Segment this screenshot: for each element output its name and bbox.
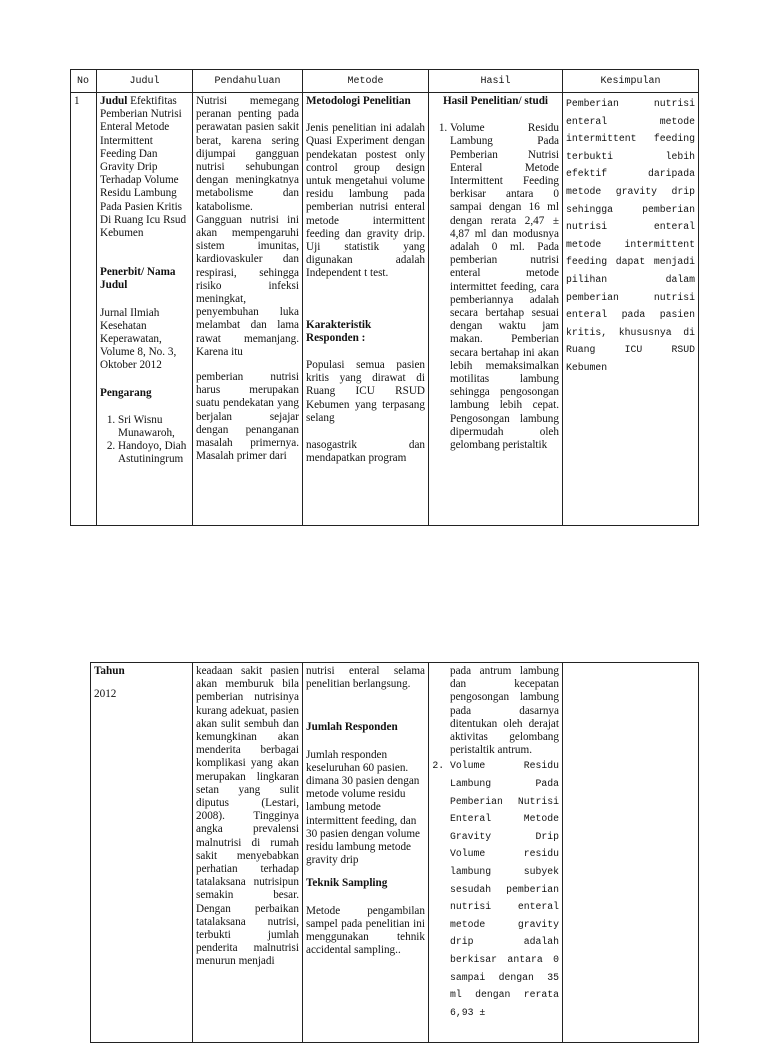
- table-header-row: [71, 70, 699, 93]
- metode-heading: Metodologi Penelitian: [306, 95, 411, 107]
- header-no: No: [71, 70, 97, 93]
- table-row: [91, 663, 699, 1043]
- cell-hasil: [429, 93, 563, 526]
- table-row: [71, 93, 699, 526]
- header-kesimpulan: Kesimpulan: [563, 70, 699, 93]
- kesimpulan-text: Pemberian nutrisi enteral metode intermittent feeding terbukti lebih efektif daripada metode gravity drip sehingga pemberian nutrisi enteral metode intermittent feeding dapat menjadi pilihan dalam pemberian nutrisi enteral pada pasien kritis, khususnya di Ruang ICU RSUD Kebumen: [566, 98, 695, 373]
- teknik-text: Metode pengambilan sampel pada penelitian ini menggunakan tehnik accidental sampling..: [306, 904, 425, 957]
- judul-title: Efektifitas Pemberian Nutrisi Enteral Metode Intermittent Feeding Dan Gravity Drip Terhadap Volume Residu Lambung Pada Pasien Kritis Di Ruang Icu Rsud Kebumen: [100, 95, 187, 240]
- hasil-list: [432, 122, 559, 452]
- hasil-item-text: Volume residu lambung subyek sesudah pemberian nutrisi enteral metode gravity drip adalah berkisar antara 0 sampai dengan 35 ml dengan rerata 6,93 ±: [450, 848, 559, 1018]
- cell-pendahuluan: [193, 93, 303, 526]
- cell-judul: [97, 93, 193, 526]
- tahun-value: 2012: [94, 688, 117, 701]
- penerbit-heading: Penerbit/ Nama Judul: [100, 266, 176, 292]
- review-table-page-1: [70, 69, 699, 526]
- cell-judul: [91, 663, 193, 1043]
- review-table-page-2: [90, 662, 699, 1043]
- pendahuluan-paragraph: Nutrisi memegang peranan penting pada perawatan pasien sakit berat, karena sering dijumpai gangguan nutrisi sehubungan dengan meningkatnya metabolisme dan katabolisme.: [196, 95, 299, 213]
- pendahuluan-paragraph: pemberian nutrisi harus merupakan suatu pendekatan yang berjalan sejajar dengan penanganan masalah primernya. Masalah primer dari: [196, 371, 299, 463]
- pengarang-heading: Pengarang: [100, 386, 152, 399]
- hasil-list: [432, 757, 559, 1021]
- author-item: 1. Sri Wisnu Munawaroh,: [118, 414, 189, 440]
- tahun-heading: Tahun: [94, 665, 125, 677]
- pendahuluan-paragraph: keadaan sakit pasien akan memburuk bila pemberian nutrisinya kurang adekuat, pasien akan sulit sembuh dan kemungkinan akan menderita berbagai komplikasi yang akan merupakan lingkaran setan yang sulit diputus (Lestari, 2008). Tingginya angka prevalensi malnutrisi di rumah sakit menyebabkan perhatian terhadap tatalaksana nutrisipun semakin besar. Dengan perbaikan tatalaksana nutrisi, terbukti jumlah penderita malnutrisi menurun menjadi: [196, 665, 299, 968]
- penerbit-text: Jurnal Ilmiah Kesehatan Keperawatan, Volume 8, No. 3, Oktober 2012: [100, 306, 177, 372]
- jumlah-text: Jumlah responden keseluruhan 60 pasien. dimana 30 pasien dengan metode volume residu lambung metode intermittent feeding, dan 30 pasien dengan volume residu lambung metode gravity drip: [306, 748, 421, 867]
- cell-pendahuluan: [193, 663, 303, 1043]
- karakteristik-heading: Karakteristik Responden :: [306, 318, 372, 344]
- cell-metode: [303, 663, 429, 1043]
- hasil-item-title: Volume Residu Lambung Pada Pemberian Nutrisi Enteral Metode Gravity Drip: [450, 760, 559, 842]
- cell-kesimpulan: [563, 663, 699, 1043]
- hasil-item: 1. Volume Residu Lambung Pada Pemberian Nutrisi Enteral Metode Intermittent Feeding berkisar antara 0 sampai dengan 16 ml dengan rerata 2,47 ± 4,87 ml dan modusnya adalah 0 ml. Pada pemberian nutrisi enteral metode intermittet feeding, cara pemberiannya adalah secara bertahap sesuai dengan waktu jam makan. Pemberian secara bertahap ini akan lebih memaksimalkan motilitas lambung sehingga pengosongan lambung lebih cepat. Pengosongan lambung dipermudah oleh gelombang peristaltik: [450, 122, 559, 452]
- teknik-heading: Teknik Sampling: [306, 877, 388, 890]
- judul-label: Judul: [100, 95, 128, 107]
- cell-hasil: [429, 663, 563, 1043]
- metode-text: Jenis penelitian ini adalah Quasi Experiment dengan pendekatan postest only control group design untuk mengetahui volume residu lambung pada pemberian nutrisi enteral metode intermittent feeding dan gravity drip. Uji statistik yang digunakan adalah Independent t test.: [306, 122, 425, 280]
- author-item: 2. Handoyo, Diah Astutiningrum: [118, 440, 189, 466]
- hasil-item: [450, 757, 559, 1021]
- pendahuluan-paragraph: Gangguan nutrisi ini akan mempengaruhi sistem imunitas, kardiovaskuler dan respirasi, sehingga risiko infeksi meningkat, penyembuhan luka melambat dan lama rawat memanjang. Karena itu: [196, 213, 299, 358]
- cell-metode: [303, 93, 429, 526]
- header-pendahuluan: Pendahuluan: [193, 70, 303, 93]
- hasil-cont-text: pada antrum lambung dan kecepatan pengosongan lambung pada dasarnya ditentukan oleh derajat aktivitas gelombang peristaltik antrum.: [450, 665, 559, 757]
- karakteristik-text: Populasi semua pasien kritis yang dirawat di Ruang ICU RSUD Kebumen yang terpasang selang: [306, 359, 425, 424]
- header-judul: Judul: [97, 70, 193, 93]
- author-list: [100, 414, 189, 467]
- hasil-heading: Hasil Penelitian/ studi: [442, 95, 549, 107]
- karakteristik-text-2: nasogastrik dan mendapatkan program: [306, 439, 425, 465]
- metode-text: nutrisi enteral selama penelitian berlangsung.: [306, 665, 425, 691]
- jumlah-heading: Jumlah Responden: [306, 721, 398, 734]
- cell-kesimpulan: [563, 93, 699, 526]
- header-hasil: Hasil: [429, 70, 563, 93]
- header-metode: Metode: [303, 70, 429, 93]
- cell-no: [71, 93, 97, 526]
- judul-block: [100, 95, 189, 240]
- row-number: 1: [74, 95, 80, 107]
